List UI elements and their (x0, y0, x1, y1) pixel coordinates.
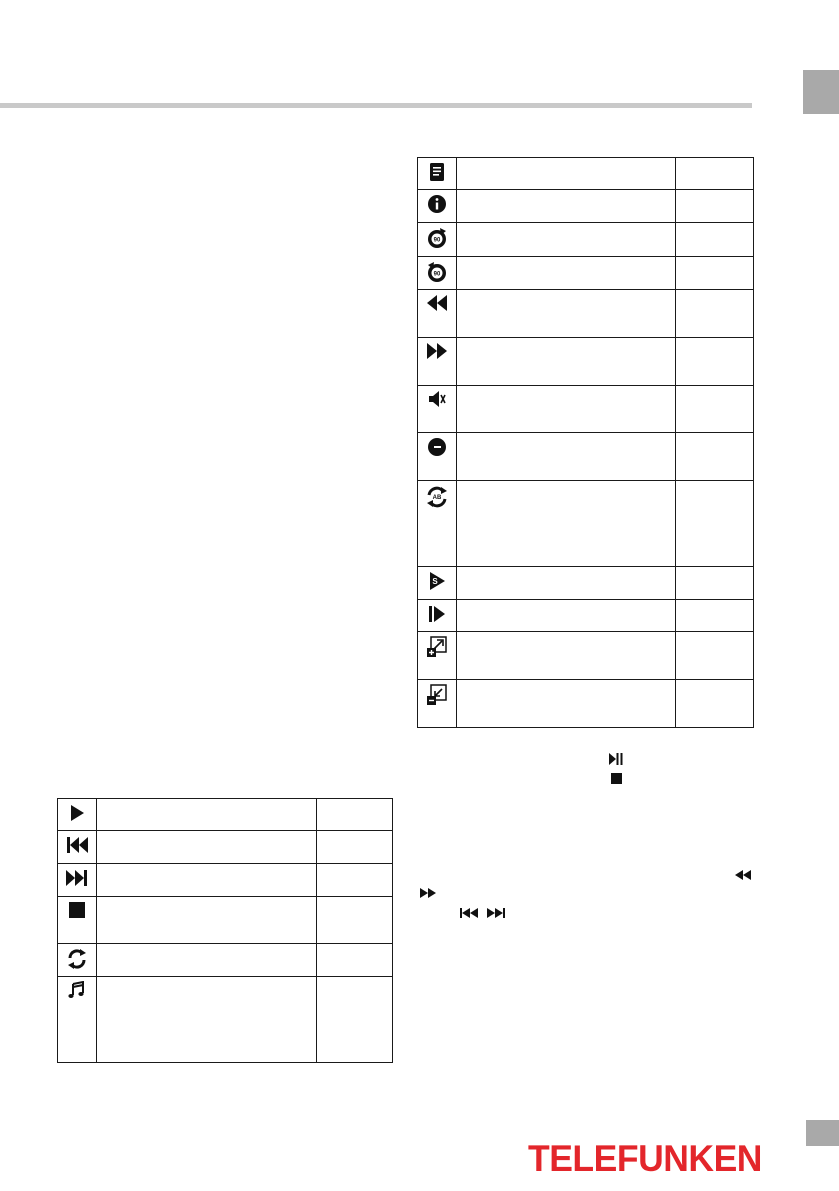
svg-text:90: 90 (433, 271, 441, 278)
icon-cell (58, 977, 97, 1063)
repeat-ab-icon (418, 485, 456, 509)
table-row (58, 897, 393, 944)
page-number-tab (806, 1120, 839, 1146)
icon-cell (58, 864, 97, 897)
icon-cell (418, 190, 457, 223)
rotate-90-counterclockwise-icon (418, 261, 456, 283)
fast-rewind-icon (734, 868, 752, 886)
fast-rewind-icon (418, 294, 456, 312)
table-row (418, 680, 754, 728)
rotate-90-clockwise-icon (418, 227, 456, 249)
stop-icon (58, 901, 96, 919)
zoom-out-icon (418, 684, 456, 706)
table-row (418, 567, 754, 600)
fast-forward-icon (419, 886, 437, 904)
stop-icon (611, 771, 622, 789)
icon-cell (418, 433, 457, 481)
left-function-table (57, 798, 393, 1063)
icon-cell (418, 223, 457, 257)
table-row (418, 433, 754, 481)
skip-next-icon (486, 906, 508, 924)
icon-cell (58, 799, 97, 831)
svg-text:S: S (432, 577, 438, 586)
table-row (418, 338, 754, 386)
icon-cell (418, 257, 457, 290)
music-note-icon (58, 981, 96, 1001)
icon-cell (418, 158, 457, 190)
slow-play-icon (418, 571, 456, 591)
icon-cell (418, 338, 457, 386)
zoom-in-icon (418, 636, 456, 658)
side-tab-top (803, 70, 839, 114)
repeat-icon (58, 948, 96, 970)
time-icon (418, 437, 456, 457)
icon-cell (418, 632, 457, 680)
svg-text:90: 90 (433, 237, 441, 244)
fast-forward-icon (418, 342, 456, 360)
step-play-icon (418, 604, 456, 624)
table-row (418, 290, 754, 338)
table-row (418, 223, 754, 257)
table-row (418, 481, 754, 567)
brand-logo: TELEFUNKEN (528, 1138, 762, 1179)
table-row (418, 257, 754, 290)
play-icon (58, 803, 96, 823)
skip-next-icon (58, 868, 96, 888)
table-row (58, 799, 393, 831)
play-pause-icon (608, 752, 624, 771)
icon-cell (58, 831, 97, 864)
right-function-table (417, 157, 754, 728)
mute-icon (418, 390, 456, 408)
skip-previous-icon (459, 906, 481, 924)
info-icon (418, 194, 456, 214)
icon-cell (418, 481, 457, 567)
table-row (58, 831, 393, 864)
skip-previous-icon (58, 835, 96, 855)
table-row (418, 632, 754, 680)
table-row (418, 386, 754, 433)
icon-cell (418, 600, 457, 632)
table-row (58, 977, 393, 1063)
icon-cell (418, 680, 457, 728)
table-row (58, 864, 393, 897)
table-row (58, 944, 393, 977)
svg-text:AB: AB (432, 495, 442, 501)
playlist-document-icon (418, 162, 456, 182)
table-row (418, 158, 754, 190)
icon-cell (58, 897, 97, 944)
header-rule (0, 103, 752, 108)
table-row (418, 190, 754, 223)
table-row (418, 600, 754, 632)
icon-cell (418, 386, 457, 433)
icon-cell (58, 944, 97, 977)
icon-cell (418, 290, 457, 338)
icon-cell (418, 567, 457, 600)
